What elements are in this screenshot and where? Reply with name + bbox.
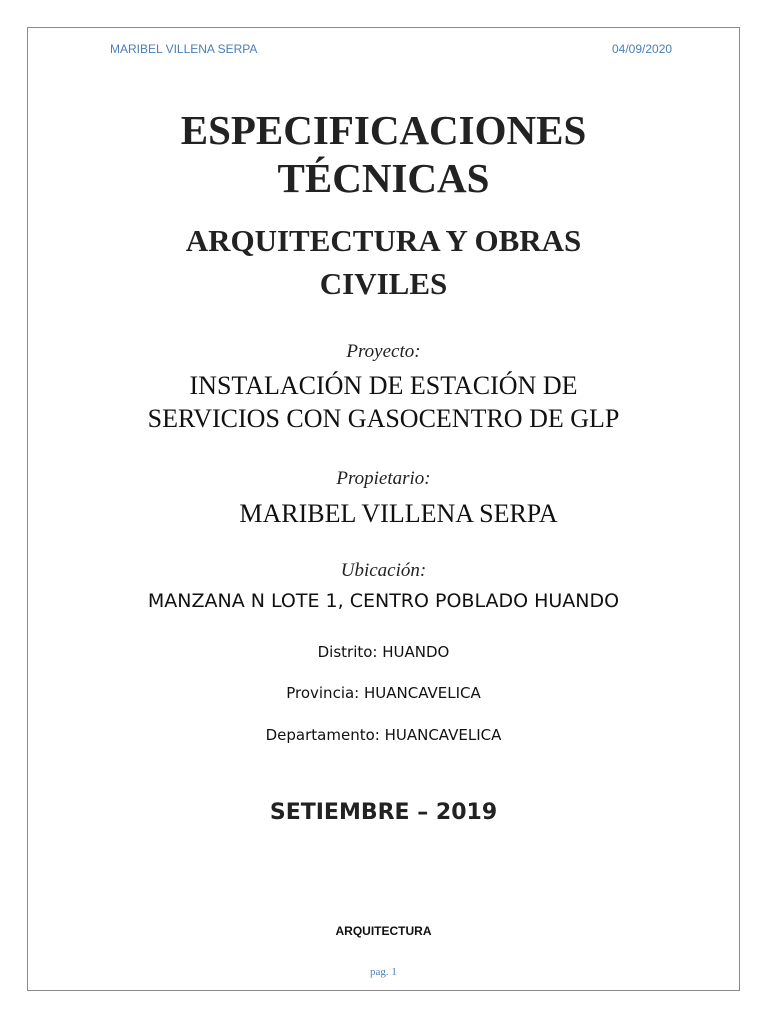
document-date: SETIEMBRE – 2019 (269, 800, 498, 825)
location-address: MANZANA N LOTE 1, CENTRO POBLADO HUANDO (147, 590, 620, 612)
owner-name: MARIBEL VILLENA SERPA (239, 499, 558, 528)
owner-label: Propietario: (336, 468, 431, 489)
location-label: Ubicación: (340, 560, 427, 581)
header-date: 04/09/2020 (612, 42, 673, 56)
subtitle-line-1: ARQUITECTURA Y OBRAS (185, 223, 582, 258)
title-line-2: TÉCNICAS (277, 155, 490, 201)
project-name-line-2: SERVICIOS CON GASOCENTRO DE GLP (147, 404, 620, 433)
document-title (27, 106, 740, 202)
header-author: MARIBEL VILLENA SERPA (110, 42, 258, 56)
project-label: Proyecto: (346, 341, 421, 362)
project-name (27, 369, 740, 435)
subtitle-line-2: CIVILES (319, 266, 448, 301)
project-name-line-1: INSTALACIÓN DE ESTACIÓN DE (189, 371, 578, 400)
district-line: Distrito: HUANDO (317, 643, 450, 661)
province-line: Provincia: HUANCAVELICA (286, 684, 481, 702)
footer-section: ARQUITECTURA (335, 924, 432, 938)
title-line-1: ESPECIFICACIONES (180, 107, 587, 153)
department-line: Departamento: HUANCAVELICA (265, 726, 502, 744)
page-number: pag. 1 (370, 966, 397, 978)
document-subtitle (27, 219, 740, 305)
